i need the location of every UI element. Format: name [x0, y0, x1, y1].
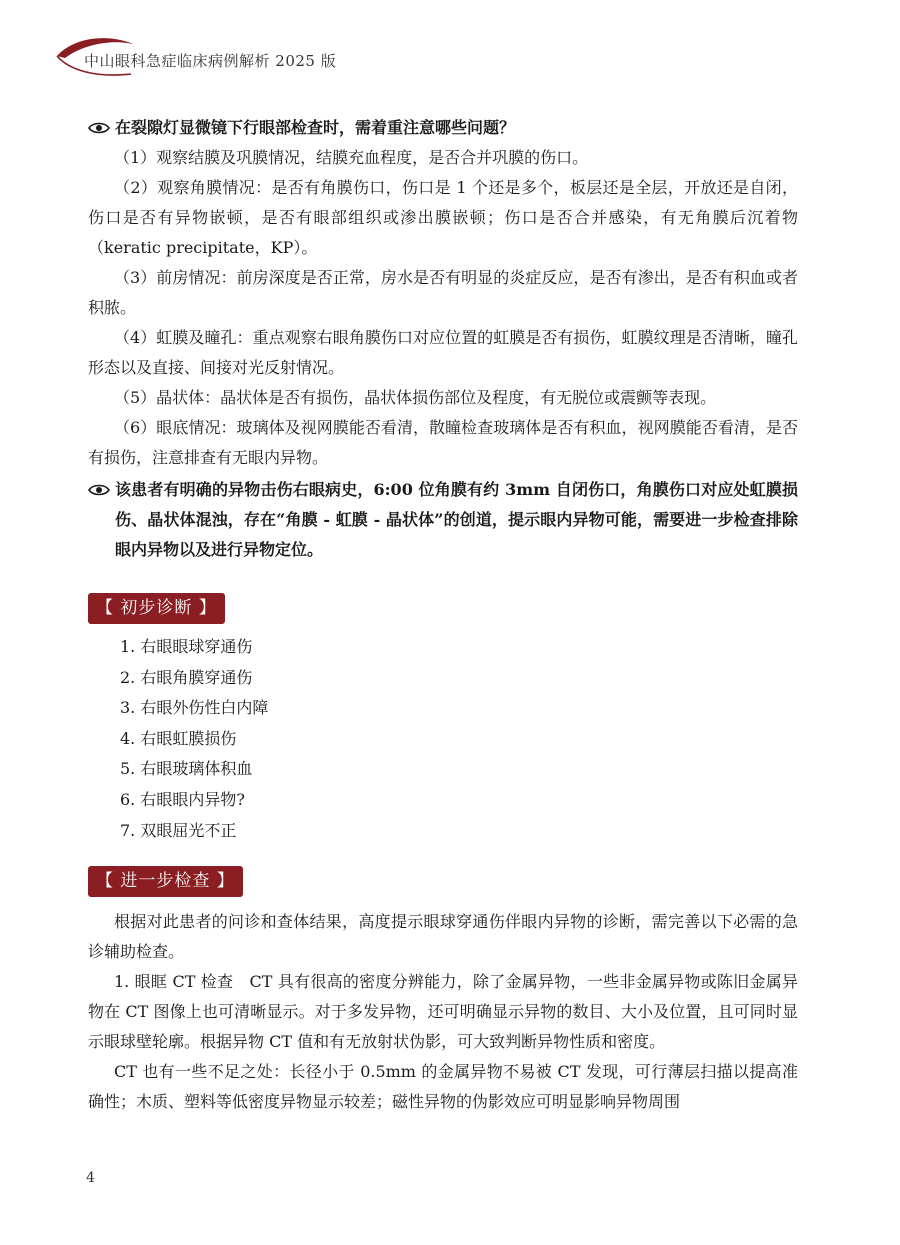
diagnosis-section — [88, 593, 798, 846]
list-item: 4. 右眼虹膜损伤 — [120, 728, 237, 748]
list-item: 2. 右眼角膜穿通伤 — [120, 667, 253, 687]
page-content — [88, 113, 798, 1117]
list-item: 1. 右眼眼球穿通伤 — [120, 637, 253, 656]
summary-paragraph — [88, 475, 798, 565]
page-header — [0, 0, 900, 90]
summary-text: 该患者有明确的异物击伤右眼病史，6:00 位角膜有约 3mm 自闭伤口，角膜伤口对应处虹膜损伤、晶状体混浊，存在“角膜 - 虹膜 - 晶状体”的创道，提示眼内异物可能，需要进一步检查排除眼内异物以及进行异物定位。 — [115, 480, 798, 559]
question-text: 在裂隙灯显微镜下行眼部检查时，需着重注意哪些问题？ — [115, 118, 516, 137]
point-2: （2）观察角膜情况：是否有角膜伤口，伤口是 1 个还是多个，板层还是全层，开放还是自闭，伤口是否有异物嵌顿，是否有眼部组织或渗出膜嵌顿；伤口是否合并感染，有无角膜后沉着物（keratic precipitate，KP）。 — [88, 178, 798, 257]
point-6: （6）眼底情况：玻璃体及视网膜能否看清，散瞳检查玻璃体是否有积血，视网膜能否看清，是否有损伤，注意排查有无眼内异物。 — [88, 418, 798, 467]
point-1: （1）观察结膜及巩膜情况，结膜充血程度，是否合并巩膜的伤口。 — [114, 148, 589, 167]
eye-icon — [88, 483, 110, 497]
point-5: （5）晶状体：晶状体是否有损伤，晶状体损伤部位及程度，有无脱位或震颤等表现。 — [114, 388, 717, 407]
exam-intro: 根据对此患者的问诊和查体结果，高度提示眼球穿通伤伴眼内异物的诊断，需完善以下必需的急诊辅助检查。 — [88, 912, 798, 962]
list-item: 5. 右眼玻璃体积血 — [120, 759, 253, 779]
list-item: 7. 双眼屈光不正 — [120, 820, 237, 840]
book-title: 中山眼科急症临床病例解析 2025 版 — [84, 52, 337, 70]
point-3: （3）前房情况：前房深度是否正常，房水是否有明显的炎症反应，是否有渗出，是否有积血或者积脓。 — [88, 268, 798, 317]
question-heading — [88, 113, 798, 143]
list-item: 3. 右眼外伤性白内障 — [120, 698, 269, 718]
diagnosis-list — [88, 632, 798, 846]
exam-tag: 【 进一步检查 】 — [88, 866, 243, 897]
exam-ct: 1. 眼眶 CT 检查 CT 具有很高的密度分辨能力，除了金属异物，一些非金属异物或陈旧金属异物在 CT 图像上也可清晰显示。对于多发异物，还可明确显示异物的数目、大小及位置，且可同时显示眼球壁轮廓。根据异物 CT 值和有无放射状伪影，可大致判断异物性质和密度。 — [88, 972, 798, 1052]
exam-ct-limits: CT 也有一些不足之处：长径小于 0.5mm 的金属异物不易被 CT 发现，可行薄层扫描以提高准确性；木质、塑料等低密度异物显示较差；磁性异物的伪影效应可明显影响异物周围 — [88, 1062, 798, 1112]
diagnosis-tag: 【 初步诊断 】 — [88, 593, 225, 624]
exam-section — [88, 866, 798, 1117]
page-number: 4 — [86, 1170, 95, 1186]
list-item: 6. 右眼眼内异物? — [120, 789, 245, 809]
point-4: （4）虹膜及瞳孔：重点观察右眼角膜伤口对应位置的虹膜是否有损伤，虹膜纹理是否清晰，瞳孔形态以及直接、间接对光反射情况。 — [88, 328, 798, 377]
eye-icon — [88, 121, 110, 135]
